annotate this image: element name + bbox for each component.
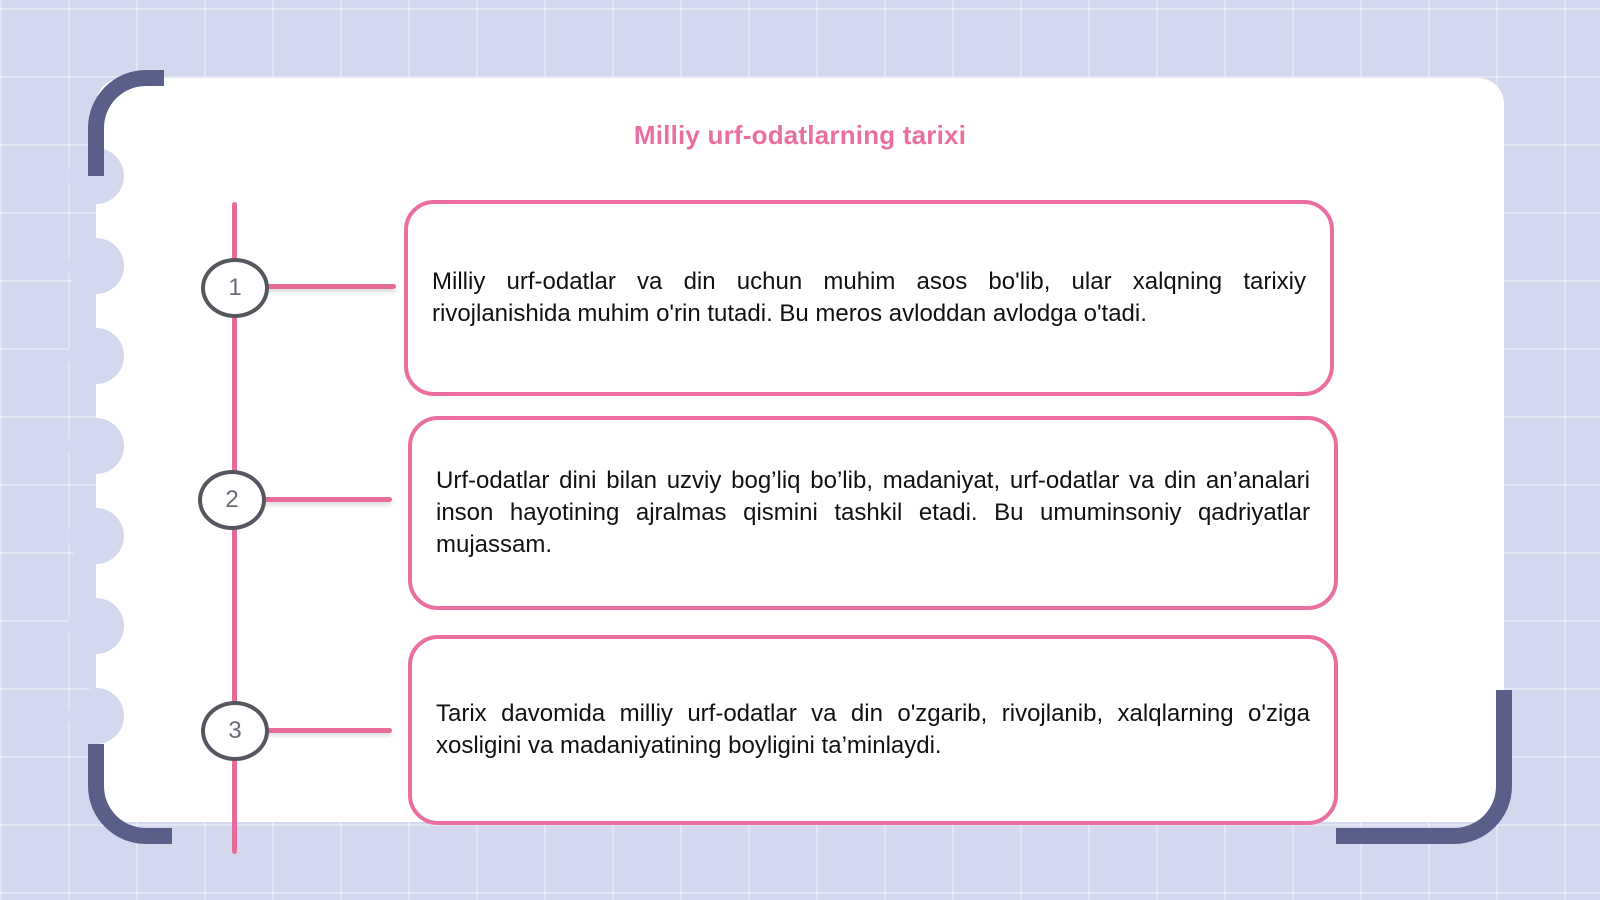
slide-title: Milliy urf-odatlarning tarixi [633,120,967,150]
timeline-connector [262,284,396,289]
timeline-connector [258,497,392,502]
timeline-connector [262,728,392,733]
scallop-notch [68,598,124,654]
scallop-notch [68,328,124,384]
scallop-notch [68,508,124,564]
timeline-card-3 [408,635,1338,825]
timeline-card-text: Tarix davomida milliy urf-odatlar va din o'zgarib, rivojlanib, xalqlarning o'ziga xosligini va madaniyatining boyligini ta’minlaydi. [436,700,1310,759]
scallop-notch [68,238,124,294]
frame-corner-bottom-left [88,744,172,844]
timeline-node-2: 2 [198,470,266,530]
timeline-card-2 [408,416,1338,610]
timeline-card-1 [404,200,1334,396]
timeline-card-text: Milliy urf-odatlar va din uchun muhim asos bo'lib, ular xalqning tarixiy rivojlanishida muhim o'rin tutadi. Bu meros avloddan avlodga o'tadi. [432,268,1306,327]
timeline-node-1: 1 [201,258,269,318]
frame-corner-bottom-right [1336,690,1512,844]
timeline-node-3: 3 [201,701,269,761]
timeline-card-text: Urf-odatlar dini bilan uzviy bog’liq bo’lib, madaniyat, urf-odatlar va din an’analari inson hayotining ajralmas qismini tashkil etadi. Bu umuminsoniy qadriyatlar mujassam. [436,467,1310,558]
scallop-notch [68,418,124,474]
scallop-notch [68,688,124,744]
